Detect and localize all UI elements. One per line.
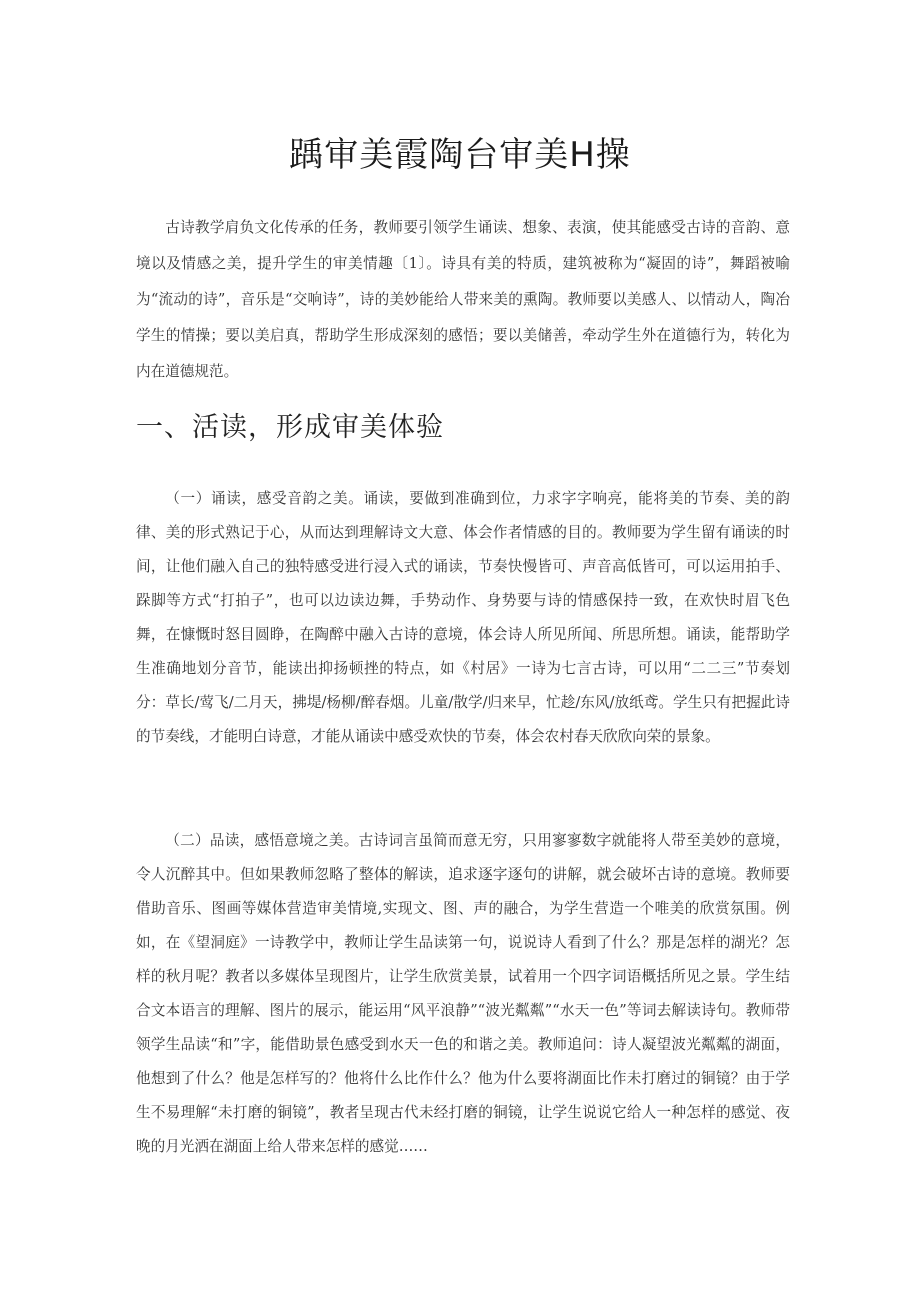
savor-paragraph: （二）品读，感悟意境之美。古诗词言虽简而意无穷，只用寥寥数字就能将人带至美妙的意境，令人沉醉其中。但如果教师忽略了整体的解读，追求逐字逐句的讲解，就会破坏古诗的意境。教师要借助音乐、图画等媒体营造审美情境,实现文、图、声的融合，为学生营造一个唯美的欣赏氛围。例如，在《望洞庭》一诗教学中，教师让学生品读第一句，说说诗人看到了什么？那是怎样的湖光？怎样的秋月呢？教者以多媒体呈现图片，让学生欣赏美景，试着用一个四字词语概括所见之景。学生结合文本语言的理解、图片的展示，能运用“风平浪静”“波光粼粼”“水天一色”等词去解读诗句。教师带领学生品读“和”字，能借助景色感受到水天一色的和谐之美。教师追问：诗人凝望波光粼粼的湖面，他想到了什么？他是怎样写的？他将什么比作什么？他为什么要将湖面比作未打磨过的铜镜？由于学生不易理解“未打磨的铜镜”，教者呈现古代未经打磨的铜镜，让学生说说它给人一种怎样的感觉、夜晚的月光洒在湖面上给人带来怎样的感觉…… (136, 832, 790, 1155)
recite-paragraph: （一）诵读，感受音韵之美。诵读，要做到准确到位，力求字字响亮，能将美的节奏、美的韵律、美的形式熟记于心，从而达到理解诗文大意、体会作者情感的目的。教师要为学生留有诵读的时间，让他们融入自己的独特感受进行浸入式的诵读，节奏快慢皆可、声音高低皆可，可以运用拍手、跺脚等方式“打拍子”，也可以边读边舞，手势动作、身势要与诗的情感保持一致，在欢快时眉飞色舞，在慷慨时怒目圆睁，在陶醉中融入古诗的意境，体会诗人所见所闻、所思所想。诵读，能帮助学生准确地划分音节，能读出抑扬顿挫的特点，如《村居》一诗为七言古诗，可以用“二二三”节奏划分：草长/莺飞/二月天，拂堤/杨柳/醉春烟。儿童/散学/归来早，忙趁/东风/放纸鸢。学生只有把握此诗的节奏线，才能明白诗意，才能从诵读中感受欢快的节奏，体会农村春天欣欣向荣的景象。 (136, 490, 790, 745)
intro-paragraph: 古诗教学肩负文化传承的任务，教师要引领学生诵读、想象、表演，使其能感受古诗的音韵、意境以及情感之美，提升学生的审美情趣〔1〕。诗具有美的特质，建筑被称为“凝固的诗”，舞蹈被喻为“流动的诗”，音乐是“交响诗”，诗的美妙能给人带来美的熏陶。教师要以美感人、以情动人，陶冶学生的情操；要以美启真，帮助学生形成深刻的感悟；要以美储善，牵动学生外在道德行为，转化为内在道德规范。 (136, 219, 790, 380)
document-title: 踽审美霞陶台审美H操 (289, 135, 631, 175)
section-heading: 一、活读，形成审美体验 (136, 412, 444, 443)
